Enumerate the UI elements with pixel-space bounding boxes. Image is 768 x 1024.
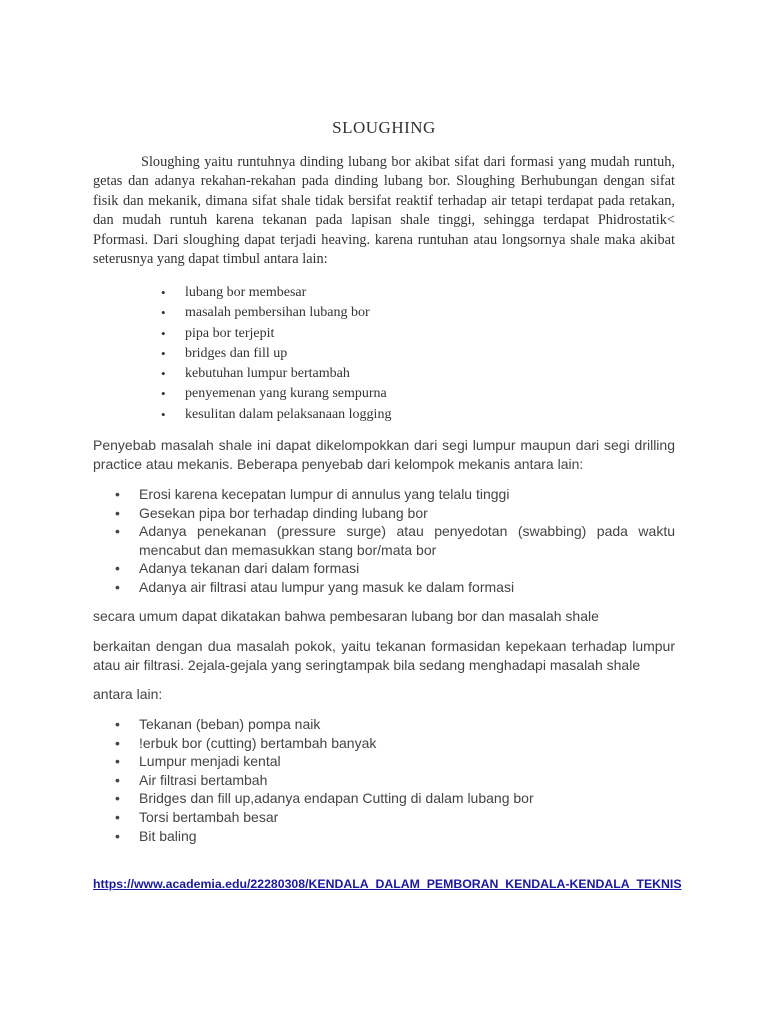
page-title: SLOUGHING: [332, 118, 436, 137]
causes-list: [139, 485, 675, 597]
intro-paragraph: Sloughing yaitu runtuhnya dinding lubang bor akibat sifat dari formasi yang mudah runtuh, getas dan adanya rekahan-rekahan pada dinding lubang bor. Sloughing Berhubungan dengan sifat fisik dan mekanik, dimana sifat shale tidak bersifat reaktif terhadap air tetapi terdapat pada retakan, dan mudah runtuh karena tekanan pada lapisan shale tinggi, sehingga terdapat Phidrostatik< Pformasi. Dari sloughing dapat terjadi heaving. karena runtuhan atau longsornya shale maka akibat seterusnya yang dapat timbul antara lain:: [93, 154, 675, 268]
list-item: • Bridges dan fill up,adanya endapan Cutting di dalam lubang bor: [139, 789, 675, 808]
list-item: • penyemenan yang kurang sempurna: [185, 384, 665, 404]
list-item: • Lumpur menjadi kental: [139, 752, 675, 771]
list-item: • lubang bor membesar: [185, 283, 665, 303]
list-item: • Adanya tekanan dari dalam formasi: [139, 559, 675, 578]
related-paragraph: berkaitan dengan dua masalah pokok, yaitu tekanan formasidan kepekaan terhadap lumpur atau air filtrasi. 2ejala-gejala yang seringtampak bila sedang menghadapi masalah shale: [93, 638, 675, 673]
list-item: • Erosi karena kecepatan lumpur di annulus yang telalu tinggi: [139, 485, 675, 504]
list-item: • pipa bor terjepit: [185, 324, 665, 344]
list-item: • Tekanan (beban) pompa naik: [139, 715, 675, 734]
list-item: • masalah pembersihan lubang bor: [185, 303, 665, 323]
list-item: • kesulitan dalam pelaksanaan logging: [185, 405, 665, 425]
symptoms-list: [139, 715, 675, 845]
list-item: • Adanya penekanan (pressure surge) atau penyedotan (swabbing) pada waktu mencabut dan memasukkan stang bor/mata bor: [139, 522, 675, 559]
list-item: • Torsi bertambah besar: [139, 808, 675, 827]
causes-paragraph: Penyebab masalah shale ini dapat dikelompokkan dari segi lumpur maupun dari segi drilling practice atau mekanis. Beberapa penyebab dari kelompok mekanis antara lain:: [93, 437, 675, 472]
source-link[interactable]: https://www.academia.edu/22280308/KENDALA_DALAM_PEMBORAN_KENDALA-KENDALA_TEKNIS: [93, 877, 682, 891]
list-item: • Adanya air filtrasi atau lumpur yang masuk ke dalam formasi: [139, 578, 675, 597]
list-item: • Bit baling: [139, 827, 675, 846]
list-item: • Air filtrasi bertambah: [139, 771, 675, 790]
general-paragraph: secara umum dapat dikatakan bahwa pembesaran lubang bor dan masalah shale: [93, 608, 599, 624]
list-item: • bridges dan fill up: [185, 344, 665, 364]
effects-list: [185, 283, 665, 425]
list-item: • kebutuhan lumpur bertambah: [185, 364, 665, 384]
symptoms-intro: antara lain:: [93, 686, 163, 702]
list-item: • !erbuk bor (cutting) bertambah banyak: [139, 734, 675, 753]
list-item: • Gesekan pipa bor terhadap dinding lubang bor: [139, 504, 675, 523]
